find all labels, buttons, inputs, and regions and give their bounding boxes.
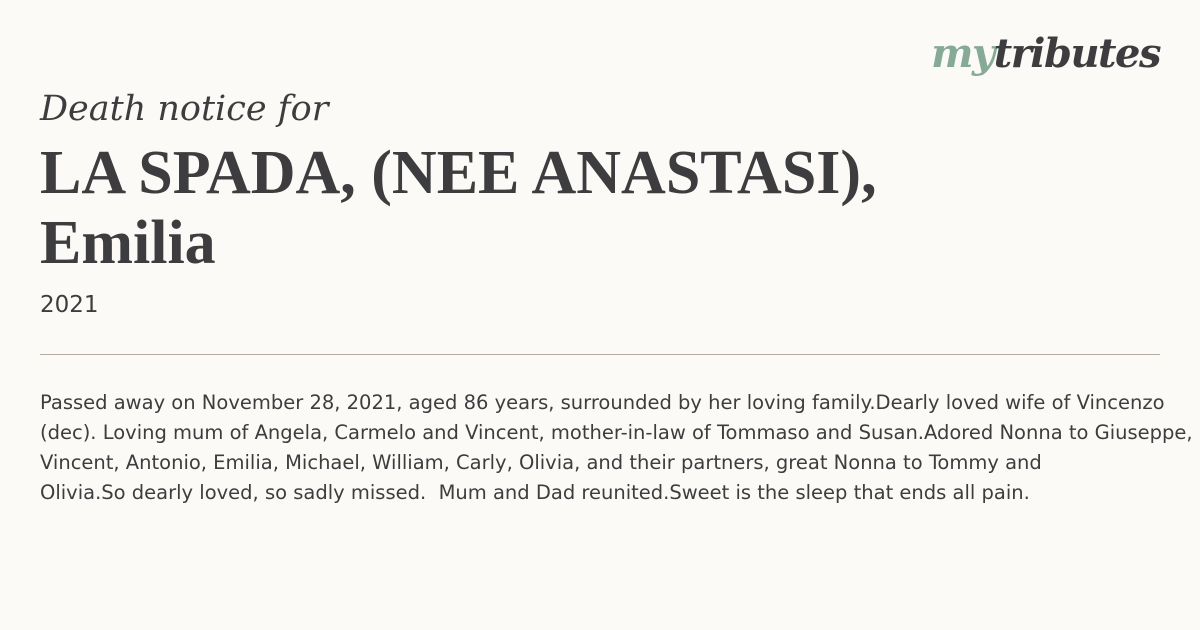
notice-body (40, 388, 1200, 508)
deceased-name (40, 138, 900, 278)
mytributes-logo[interactable] (931, 30, 1160, 77)
notice-body-line: Vincent, Antonio, Emilia, Michael, William, Carly, Olivia, and their partners, great Nonna to Tommy and (40, 451, 1042, 474)
deceased-name-line-1: LA SPADA, (NEE ANASTASI), (40, 139, 877, 207)
notice-body-line: (dec). Loving mum of Angela, Carmelo and Vincent, mother-in-law of Tommaso and Susan.Adored Nonna to Giuseppe, (40, 421, 1193, 444)
logo-my: my (931, 30, 994, 77)
notice-body-line: Passed away on November 28, 2021, aged 86 years, surrounded by her loving family.Dearly loved wife of Vincenzo (40, 391, 1165, 414)
logo-tributes: tributes (993, 30, 1160, 77)
deceased-name-line-2: Emilia (40, 209, 216, 277)
notice-body-line: Olivia.So dearly loved, so sadly missed. Mum and Dad reunited.Sweet is the sleep that ends all pain. (40, 481, 1030, 504)
notice-kicker: Death notice for (40, 89, 329, 129)
notice-year: 2021 (40, 292, 99, 318)
divider (40, 354, 1160, 355)
